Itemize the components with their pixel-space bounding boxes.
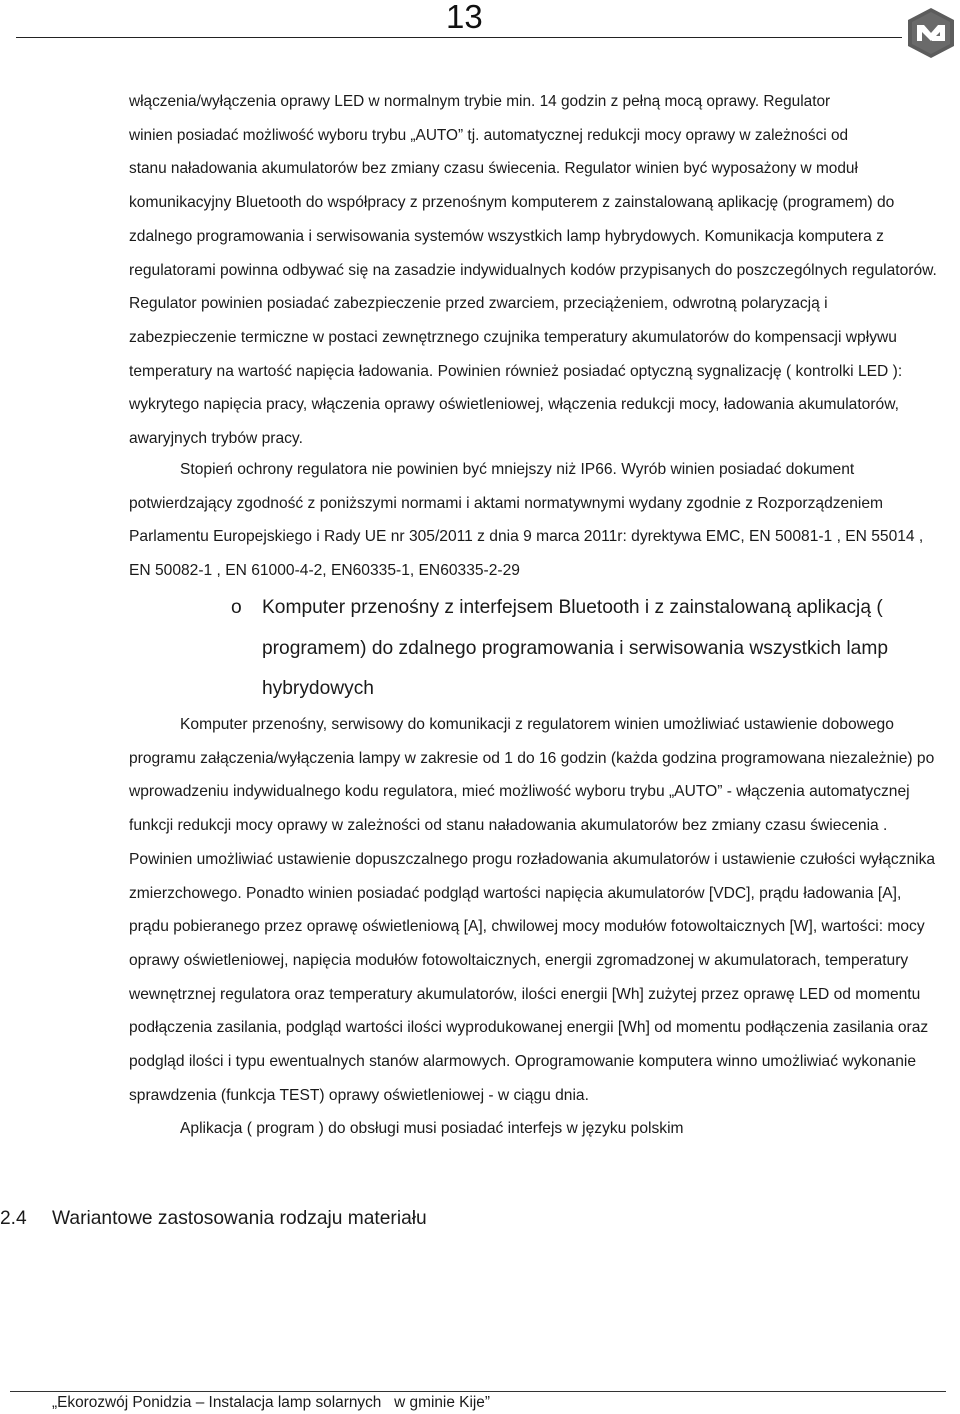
paragraph-closing: Aplikacja ( program ) do obsługi musi posiadać interfejs w języku polskim xyxy=(180,1120,684,1138)
paragraph-continuation: komunikacyjny Bluetooth do współpracy z przenośnym komputerem z zainstalowaną aplikację (programem) do zdalnego programowania i serwisowania systemów wszystkich lamp hybrydowych. Komunikacja komputera z regulatorami powinna odbywać się na zasadzie indywidualnych kodów przypisanych do poszczególnych regulatorów. Regulator powinien posiadać zabezpieczenie przed zwarciem, przeciążeniem, odwrotną polaryzacją i zabezpieczenie termiczne w postaci zewnętrznego czujnika temperatury akumulatorów do kompensacji wpływu temperatury na wartość napięcia ładowania. Powinien również posiadać optyczną sygnalizację ( kontrolki LED ): wykrytego napięcia pracy, włączenia oprawy oświetleniowej, włączenia redukcji mocy, ładowania akumulatorów, awaryjnych trybów pracy. xyxy=(129,194,937,448)
paragraph-laptop-requirements xyxy=(129,708,939,1146)
text-line: Regulator winien być wyposażony w moduł xyxy=(560,160,858,178)
paragraph-protection-rating xyxy=(129,453,939,588)
page-number: 13 xyxy=(446,0,483,35)
header-divider xyxy=(16,37,902,38)
text-line: włączenia/wyłączenia oprawy LED w normalnym trybie min. 14 godzin z pełną mocą oprawy. Regulator xyxy=(129,93,831,110)
text-line: winien posiadać możliwość wyboru trybu „AUTO” tj. automatycznej redukcji mocy oprawy w zależności od xyxy=(129,126,849,144)
paragraph-text: Stopień ochrony regulatora nie powinien być mniejszy niż IP66. Wyrób winien posiadać dokument potwierdzający zgodność z poniższymi normami i aktami normatywnymi wydany zgodnie z Rozporządzeniem Parlamentu Europejskiego i Rady UE nr 305/2011 z dnia 9 marca 2011r: dyrektywa EMC, EN 50081-1 , EN 55014 , EN 50082-1 , EN 61000-4-2, EN60335-1, EN60335-2-29 xyxy=(129,461,924,580)
section-number: 2.4 xyxy=(0,1208,27,1229)
section-title: Wariantowe zastosowania rodzaju materiału xyxy=(52,1208,427,1229)
company-logo-icon xyxy=(904,6,958,60)
bullet-text: Komputer przenośny z interfejsem Bluetooth i z zainstalowaną aplikacją ( programem) do zdalnego programowania i serwisowania wszystkich lamp hybrydowych xyxy=(262,597,888,699)
footer-text: „Ekorozwój Ponidzia – Instalacja lamp solarnych w gminie Kije” xyxy=(52,1394,490,1411)
paragraph-controller-requirements xyxy=(129,85,939,456)
paragraph-text: Komputer przenośny, serwisowy do komunikacji z regulatorem winien umożliwiać ustawienie dobowego programu załączenia/wyłączenia lampy w zakresie od 1 do 16 godzin (każda godzina programowana niezależnie) po wprowadzeniu indywidualnego kodu regulatora, mieć możliwość wyboru trybu „AUTO” - włączenia automatycznej funkcji redukcji mocy oprawy w zależności od stanu naładowania akumulatorów bez zmiany czasu świecenia . Powinien umożliwiać ustawienie dopuszczalnego progu rozładowania akumulatorów i ustawienie czułości wyłącznika zmierzchowego. Ponadto winien posiadać podgląd wartości napięcia akumulatorów [VDC], prądu ładowania [A], prądu pobieranego przez oprawę oświetleniową [A], chwilowej mocy modułów fotowoltaicznych [W], wartości: mocy oprawy oświetleniowej, napięcia modułów fotowoltaicznych, energii zgromadzonej w akumulatorach, temperatury wewnętrznej regulatora oraz temperatury akumulatorów, ilości energii [Wh] zużytej przez oprawę LED od momentu podłączenia zasilania, podgląd wartości ilości wyprodukowanej energii [Wh] od momentu podłączenia zasilania oraz podgląd ilości i typu ewentualnych stanów alarmowych. Oprogramowanie komputera winno umożliwiać wykonanie sprawdzenia (funkcja TEST) oprawy oświetleniowej - w ciągu dnia. xyxy=(129,716,936,1104)
section-heading xyxy=(0,1203,427,1235)
text-line: stanu naładowania akumulatorów bez zmiany czasu świecenia. xyxy=(129,160,561,178)
bullet-marker: o xyxy=(231,597,242,618)
